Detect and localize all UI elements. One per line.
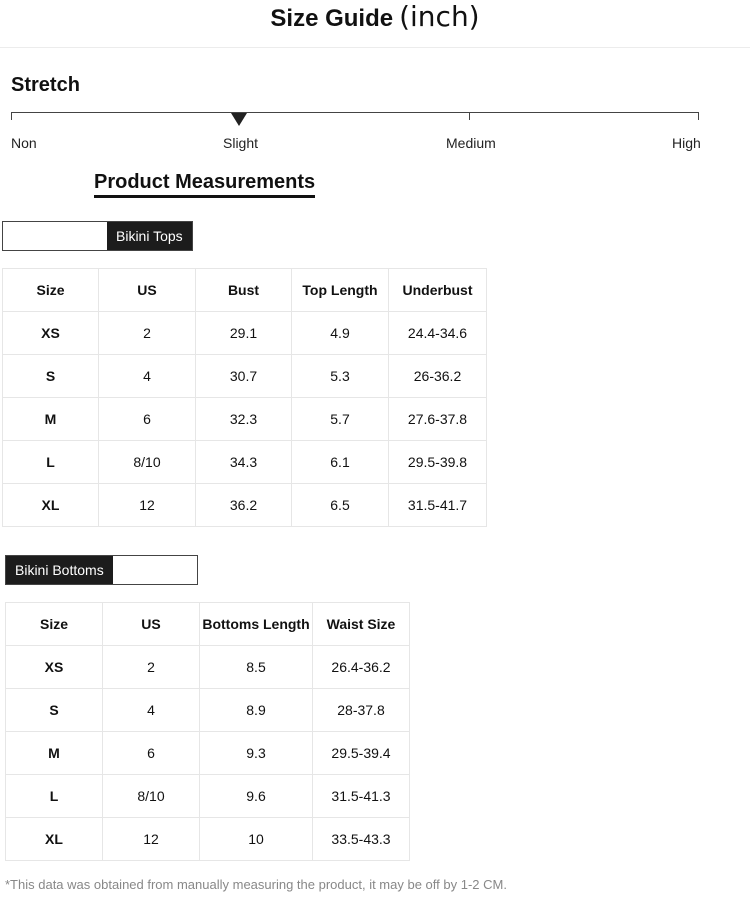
stretch-label-high: High [672,135,701,151]
title-text: Size Guide [270,5,394,32]
size-cell: XL [3,484,99,527]
bottoms-length-cell: 9.3 [200,732,313,775]
product-measurements-heading: Product Measurements [94,170,315,198]
table-row [6,689,410,732]
tops-col-us: US [99,269,196,312]
bottoms-length-cell: 10 [200,818,313,861]
tops-col-top-length: Top Length [292,269,389,312]
waist-size-cell: 29.5-39.4 [313,732,410,775]
stretch-label-slight: Slight [223,135,259,151]
bottoms-length-cell: 8.9 [200,689,313,732]
us-cell: 4 [99,355,196,398]
size-cell: S [3,355,99,398]
size-cell: M [6,732,103,775]
table-row [3,355,487,398]
us-cell: 8/10 [103,775,200,818]
top-length-cell: 6.5 [292,484,389,527]
table-row [6,775,410,818]
waist-size-cell: 33.5-43.3 [313,818,410,861]
waist-size-cell: 31.5-41.3 [313,775,410,818]
bust-cell: 34.3 [196,441,292,484]
stretch-label-non: Non [11,135,37,151]
top-length-cell: 5.3 [292,355,389,398]
underbust-cell: 27.6-37.8 [389,398,487,441]
table-row [3,312,487,355]
table-row [3,398,487,441]
us-cell: 8/10 [99,441,196,484]
footnote: *This data was obtained from manually measuring the product, it may be off by 1-2 CM. [5,877,507,892]
tab-bikini-bottoms[interactable]: Bikini Bottoms [6,556,113,584]
tops-header-row [3,269,487,312]
bust-cell: 29.1 [196,312,292,355]
underbust-cell: 29.5-39.8 [389,441,487,484]
waist-size-cell: 26.4-36.2 [313,646,410,689]
bottoms-length-cell: 8.5 [200,646,313,689]
page-title [0,0,750,36]
us-cell: 2 [99,312,196,355]
bottoms-header-row [6,603,410,646]
tops-table [2,268,487,527]
bottoms-col-waist-size: Waist Size [313,603,410,646]
underbust-cell: 31.5-41.7 [389,484,487,527]
size-cell: XL [6,818,103,861]
bottoms-tab-blank[interactable] [113,556,197,584]
us-cell: 12 [99,484,196,527]
tops-tab-group [2,221,193,251]
size-cell: XS [3,312,99,355]
stretch-tick-non [11,112,12,120]
stretch-scale-line [11,112,699,113]
bottoms-col-size: Size [6,603,103,646]
us-cell: 2 [103,646,200,689]
underbust-cell: 24.4-34.6 [389,312,487,355]
table-row [3,441,487,484]
stretch-label-medium: Medium [446,135,496,151]
stretch-heading: Stretch [11,74,80,96]
size-cell: M [3,398,99,441]
bust-cell: 30.7 [196,355,292,398]
title-unit: (inch) [399,0,480,33]
table-row [6,818,410,861]
us-cell: 6 [103,732,200,775]
tab-bikini-tops[interactable]: Bikini Tops [107,222,192,250]
waist-size-cell: 28-37.8 [313,689,410,732]
bottoms-table [5,602,410,861]
us-cell: 6 [99,398,196,441]
underbust-cell: 26-36.2 [389,355,487,398]
table-row [6,732,410,775]
size-cell: L [6,775,103,818]
stretch-marker-icon [231,113,247,126]
top-length-cell: 5.7 [292,398,389,441]
bust-cell: 32.3 [196,398,292,441]
table-row [6,646,410,689]
top-length-cell: 4.9 [292,312,389,355]
size-cell: XS [6,646,103,689]
bottoms-col-us: US [103,603,200,646]
stretch-tick-medium [469,112,470,120]
us-cell: 4 [103,689,200,732]
bust-cell: 36.2 [196,484,292,527]
table-row [3,484,487,527]
stretch-tick-high [698,112,699,120]
bottoms-length-cell: 9.6 [200,775,313,818]
us-cell: 12 [103,818,200,861]
tops-col-size: Size [3,269,99,312]
tops-col-bust: Bust [196,269,292,312]
size-cell: S [6,689,103,732]
top-length-cell: 6.1 [292,441,389,484]
tops-col-underbust: Underbust [389,269,487,312]
bottoms-tab-group [5,555,198,585]
tops-tab-blank[interactable] [3,222,107,250]
size-cell: L [3,441,99,484]
header-divider [0,47,750,48]
bottoms-col-bottoms-length: Bottoms Length [200,603,313,646]
